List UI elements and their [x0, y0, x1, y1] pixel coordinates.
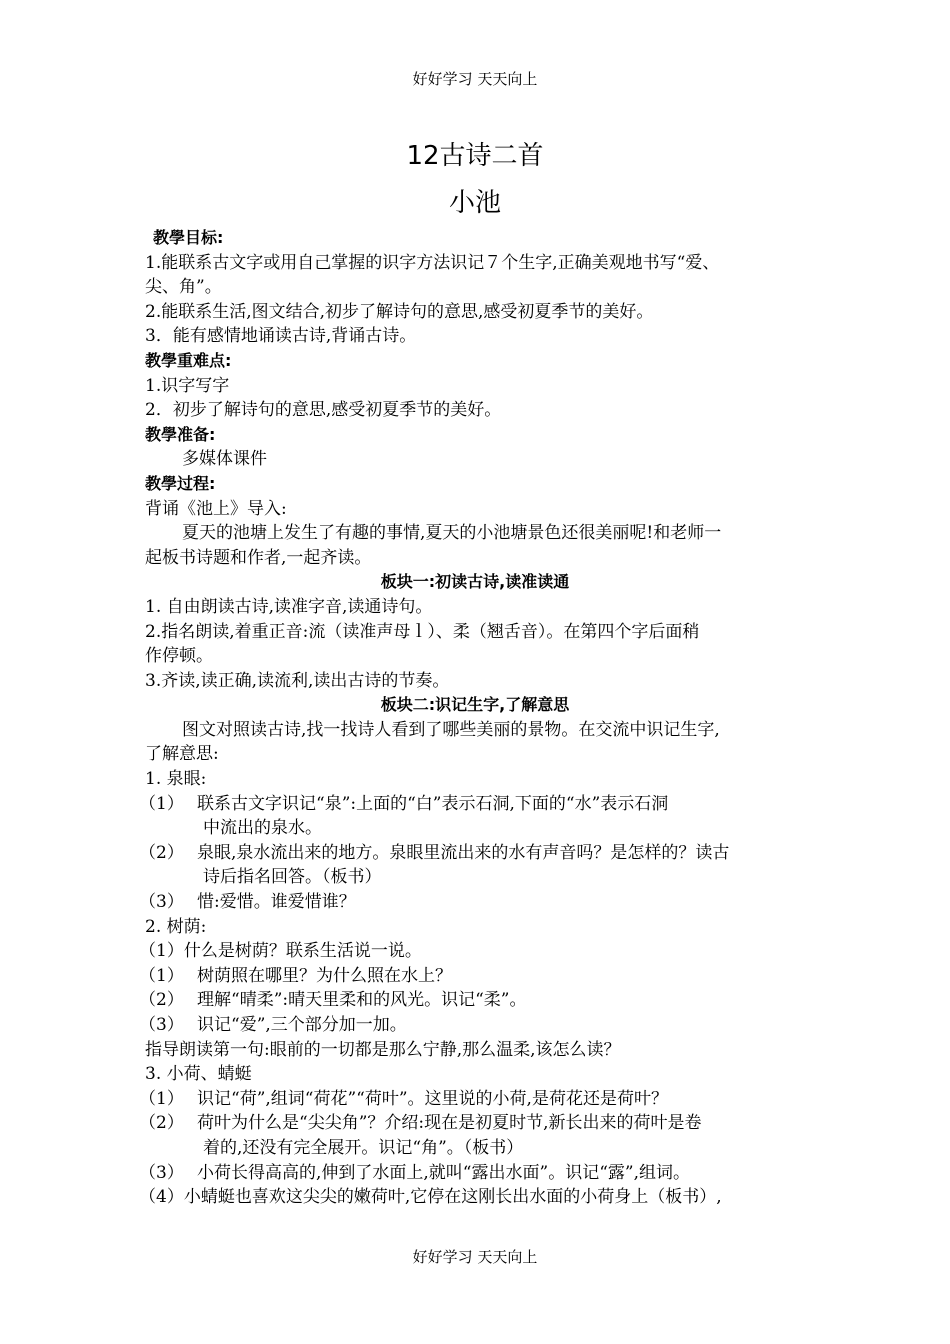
prep-heading: 教學准备:	[145, 424, 216, 444]
poem-title: 小池	[448, 188, 501, 218]
q1-item-2-cont: 诗后指名回答。（板书）	[203, 867, 382, 888]
intro-paragraph-cont: 起板书诗题和作者,一起齐读。	[145, 547, 372, 568]
q2-item-2-number: （2）	[139, 990, 184, 1011]
q1-item-1-number: （1）	[139, 793, 184, 814]
lesson-title: 12古诗二首	[406, 141, 544, 171]
page-header: 好好学习 天天向上	[412, 70, 538, 88]
q1-item-2-number: （2）	[139, 842, 184, 863]
q2-item-3	[139, 1013, 805, 1038]
q2-item-3-number: （3）	[139, 1015, 184, 1035]
q2-item-2-text: 理解“晴柔”:晴天里柔和的风光。识记“柔”。	[197, 990, 527, 1011]
block1-item-3: 3.齐读,读正确,读流利,读出古诗的节奏。	[145, 670, 450, 691]
q3-item-4: （4）小蜻蜓也喜欢这尖尖的嫩荷叶,它停在这刚长出水面的小荷身上（板书）,	[139, 1187, 722, 1208]
block1-item-2-cont: 作停顿。	[145, 646, 213, 667]
intro-paragraph: 夏天的池塘上发生了有趣的事情,夏天的小池塘景色还很美丽呢!和老师一	[182, 523, 722, 544]
q1-heading: 1. 泉眼:	[145, 769, 207, 790]
block1-item-2: 2.指名朗读,着重正音:流（读准声母ｌ）、柔（翘舌音）。在第四个字后面稍	[145, 621, 700, 642]
q2-item-2	[139, 988, 805, 1013]
q1-item-2-text: 泉眼,泉水流出来的地方。泉眼里流出来的水有声音吗？是怎样的？读古	[197, 842, 730, 863]
intro-line: 背诵《池上》导入:	[145, 498, 287, 519]
q2-reading-guide: 指导朗读第一句:眼前的一切都是那么宁静,那么温柔,该怎么读？	[145, 1039, 621, 1060]
q3-item-3-number: （3）	[139, 1162, 184, 1183]
difficulty-1: 1.识字写字	[145, 375, 230, 396]
block1-heading: 板块一:初读古诗,读准读通	[380, 572, 570, 592]
goal-1-cont: 尖、角”。	[145, 277, 222, 298]
document-body	[139, 226, 805, 1210]
prep-item: 多媒体课件	[182, 449, 267, 470]
goal-1: 1.能联系古文字或用自己掌握的识字方法识记７个生字,正确美观地书写“爱、	[145, 252, 720, 273]
q3-item-2-number: （2）	[139, 1113, 184, 1134]
q1-item-3-text: 惜:爱惜。谁爱惜谁？	[197, 892, 356, 913]
q3-item-3	[139, 1161, 805, 1186]
q1-item-2	[139, 841, 805, 866]
q3-item-1-text: 识记“荷”,组词“荷花”“荷叶”。这里说的小荷,是荷花还是荷叶？	[197, 1088, 668, 1109]
process-heading: 教學过程:	[145, 473, 216, 493]
q3-item-2-text: 荷叶为什么是“尖尖角”？介绍:现在是初夏时节,新长出来的荷叶是卷	[197, 1113, 702, 1134]
block2-intro: 图文对照读古诗,找一找诗人看到了哪些美丽的景物。在交流中识记生字,	[182, 719, 720, 740]
q3-item-1	[139, 1087, 805, 1112]
q2-item-1-text: 树荫照在哪里？为什么照在水上？	[197, 965, 452, 986]
difficulty-heading: 教學重难点:	[145, 350, 232, 370]
block2-intro-cont: 了解意思:	[145, 744, 219, 765]
goal-3: 3．能有感情地诵读古诗,背诵古诗。	[145, 326, 417, 347]
page-footer: 好好学习 天天向上	[412, 1248, 538, 1266]
q3-item-2	[139, 1111, 805, 1136]
goals-heading: 教學目标:	[153, 228, 224, 247]
q2-item-3-text: 识记“爱”,三个部分加一加。	[197, 1015, 407, 1035]
q1-item-3-number: （3）	[139, 892, 184, 913]
q2-item-0: （1）什么是树荫？联系生活说一说。	[139, 941, 422, 962]
q3-item-2-cont: 着的,还没有完全展开。识记“角”。（板书）	[203, 1137, 524, 1158]
q1-item-1	[139, 792, 805, 817]
block2-heading: 板块二:识记生字,了解意思	[380, 695, 570, 715]
q1-item-1-text: 联系古文字识记“泉”:上面的“白”表示石洞,下面的“水”表示石洞	[197, 793, 669, 814]
goal-2: 2.能联系生活,图文结合,初步了解诗句的意思,感受初夏季节的美好。	[145, 301, 654, 322]
q2-heading: 2. 树荫:	[145, 916, 207, 937]
q3-heading: 3. 小荷、蜻蜓	[145, 1064, 252, 1085]
q1-item-3	[139, 890, 805, 915]
block1-item-1: 1. 自由朗读古诗,读准字音,读通诗句。	[145, 596, 433, 617]
q3-item-1-number: （1）	[139, 1088, 184, 1109]
q2-item-1-number: （1）	[139, 965, 184, 986]
q3-item-3-text: 小荷长得高高的,伸到了水面上,就叫“露出水面”。识记“露”,组词。	[197, 1162, 690, 1183]
difficulty-2: 2．初步了解诗句的意思,感受初夏季节的美好。	[145, 400, 502, 421]
q2-item-1	[139, 964, 805, 989]
q1-item-1-cont: 中流出的泉水。	[203, 818, 322, 839]
